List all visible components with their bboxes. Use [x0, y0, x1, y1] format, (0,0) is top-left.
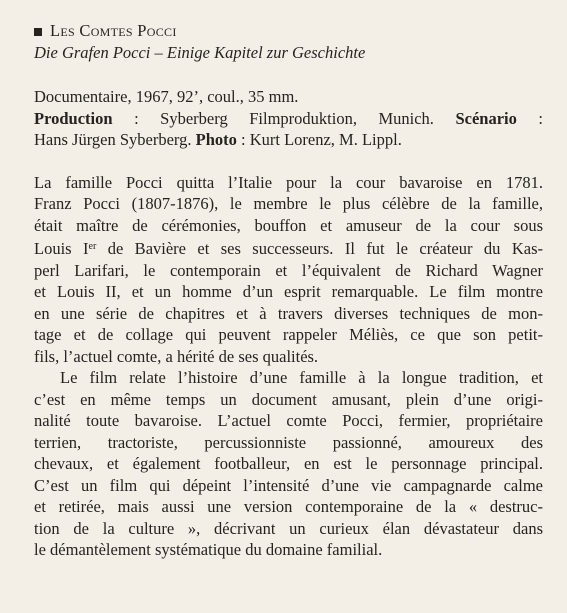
- text-line: fils, l’actuel comte, a hérité de ses qualités.: [34, 346, 319, 366]
- text-line: tion de la culture », décrivant un curieux élan dévastateur dans: [34, 518, 543, 538]
- credits-line-production: [34, 108, 543, 130]
- text-line: Le film relate l’histoire d’une famille à la longue tradition, et: [60, 368, 543, 387]
- text-line: était maître de cérémonies, bouffon et amuseur de la cour sous: [34, 215, 543, 235]
- photo-value: : Kurt Lorenz, M. Lippl.: [236, 130, 402, 149]
- scenario-label: Scénario: [455, 108, 517, 128]
- scenario-value: Hans Jürgen Syberberg.: [34, 130, 196, 149]
- square-bullet-icon: [34, 28, 42, 36]
- text-line: Franz Pocci (1807-1876), le membre le plus célèbre de la famille,: [34, 194, 543, 213]
- text-fragment: de Bavière et ses successeurs. Il fut le créateur du Kas-: [96, 239, 543, 258]
- text-line: C’est un film qui dépeint l’intensité d’une vie campagnarde calme: [34, 475, 543, 495]
- text-line: [34, 236, 543, 260]
- text-line: et Louis II, et un homme d’un esprit remarquable. Le film montre: [34, 282, 543, 301]
- text-line: chevaux, et également footballeur, en est le personnage principal.: [34, 454, 543, 473]
- ordinal-superscript: er: [88, 241, 97, 252]
- text-line: La famille Pocci quitta l’Italie pour la cour bavaroise en 1781.: [34, 172, 543, 192]
- photo-label: Photo: [195, 130, 237, 149]
- text-line: c’est en même temps un document amusant, plein d’une origi-: [34, 389, 543, 409]
- film-original-title: Die Grafen Pocci – Einige Kapitel zur Geschichte: [34, 43, 366, 62]
- text-line: terrien, tractoriste, percussionniste passionné, amoureux des: [34, 432, 543, 452]
- entry-heading: [34, 20, 543, 42]
- text-line: et retirée, mais aussi une version contemporaine de la « destruc-: [34, 497, 543, 516]
- synopsis-paragraph-2: [34, 367, 543, 561]
- text-line: perl Larifari, le contemporain et l’équivalent de Richard Wagner: [34, 260, 543, 280]
- text-fragment: Louis I: [34, 239, 89, 258]
- film-format-line: Documentaire, 1967, 92’, coul., 35 mm.: [34, 87, 299, 106]
- production-value: : Syberberg Filmproduktion, Munich.: [112, 108, 456, 128]
- synopsis-paragraph-1: [34, 172, 543, 368]
- text-line: nalité toute bavaroise. L’actuel comte Pocci, fermier, propriétaire: [34, 411, 543, 430]
- text-line: le démantèlement systématique du domaine familial.: [34, 540, 383, 559]
- credits-line-scenario-photo: [34, 129, 543, 151]
- film-title: Les Comtes Pocci: [50, 21, 177, 40]
- text-line: tage et de collage qui peuvent rappeler Méliès, ce que son petit-: [34, 325, 543, 344]
- synopsis: [34, 172, 543, 561]
- production-label: Production: [34, 108, 113, 128]
- text-line: en une série de chapitres et à travers diverses techniques de mon-: [34, 303, 543, 323]
- credits-block: [34, 86, 543, 151]
- scenario-separator: :: [516, 108, 543, 128]
